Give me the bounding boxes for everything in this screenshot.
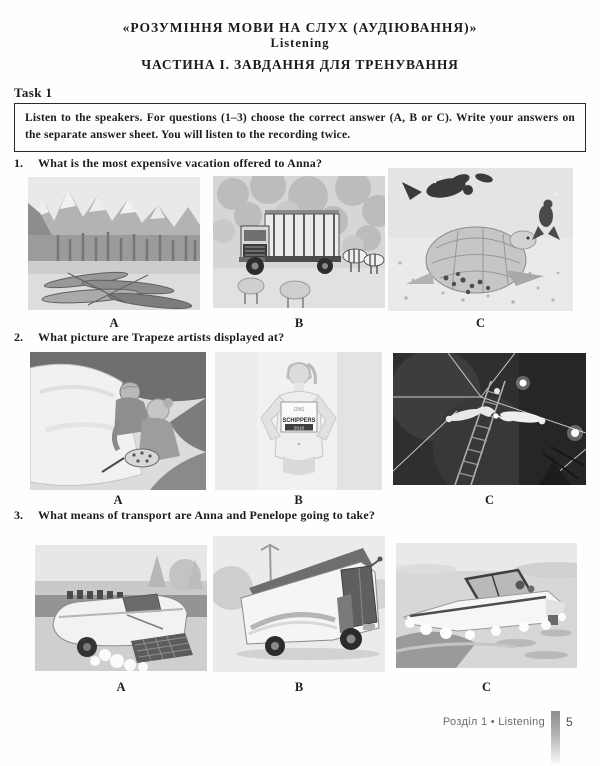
q2-option-a-label: A [113,493,123,507]
question-2-number: 2. [14,330,23,344]
question-1-text: What is the most expensive vacation offered to Anna? [38,156,323,170]
question-2-text: What picture are Trapeze artists displayed at? [38,330,285,344]
photo-q3-option-b-coach-bus [213,536,385,672]
photo-q3-option-a-amphibious-boat [35,545,207,671]
part-heading: ЧАСТИНА I. ЗАВДАННЯ ДЛЯ ТРЕНУВАННЯ [141,57,459,72]
safari-truck-illustration [213,176,385,308]
coach-bus-illustration [213,536,385,672]
race-bib-sponsor-text: ONS [293,407,305,413]
q2-option-b-label: B [294,493,303,507]
photo-q1-option-a-mountain-lake-canoes [28,177,200,310]
q3-option-b-label: B [294,680,304,694]
q1-option-a-label: A [109,316,119,330]
amphibious-boat-illustration [35,545,207,671]
race-bib-name-text: SCHIPPERS [282,417,317,424]
question-1-number: 1. [14,156,23,170]
photo-q2-option-b-athlete [215,352,382,490]
divers-turtle-illustration [388,168,573,311]
question-3-number: 3. [14,508,23,522]
photo-q1-option-c-divers-turtle [388,168,573,311]
mountain-lake-canoes-illustration [28,177,200,310]
photo-q1-option-b-safari-truck-zebras [213,176,385,308]
photo-q2-option-c-trapeze [393,353,586,485]
footer-section-title: Розділ 1 • Listening [442,716,545,728]
trapeze-night-illustration [393,353,586,485]
task-heading: Task 1 [14,85,53,100]
q3-option-a-label: A [116,680,126,694]
race-bib-number-text: 2010 [293,426,305,432]
page-title-english: Listening [270,36,330,50]
speedboat-illustration [396,543,577,668]
footer-page-number: 5 [566,715,573,729]
footer-page-bar [551,711,560,766]
photo-q2-option-a-painters [30,352,206,490]
q2-option-c-label: C [484,493,495,507]
q3-option-c-label: C [481,680,492,694]
question-3-text: What means of transport are Anna and Penelope going to take? [38,508,376,522]
instruction-box: Listen to the speakers. For questions (1–3) choose the correct answer (A, B or C). Write your answers on the separate answer sheet. You will listen to the recording twice. [14,103,586,152]
painters-illustration [30,352,206,490]
athlete-illustration [215,352,382,490]
q1-option-c-label: C [475,316,486,330]
photo-q3-option-c-speedboat [396,543,577,668]
q1-option-b-label: B [294,316,304,330]
page-title-ukrainian: «РОЗУМІННЯ МОВИ НА СЛУХ (АУДІЮВАННЯ)» [122,20,478,35]
